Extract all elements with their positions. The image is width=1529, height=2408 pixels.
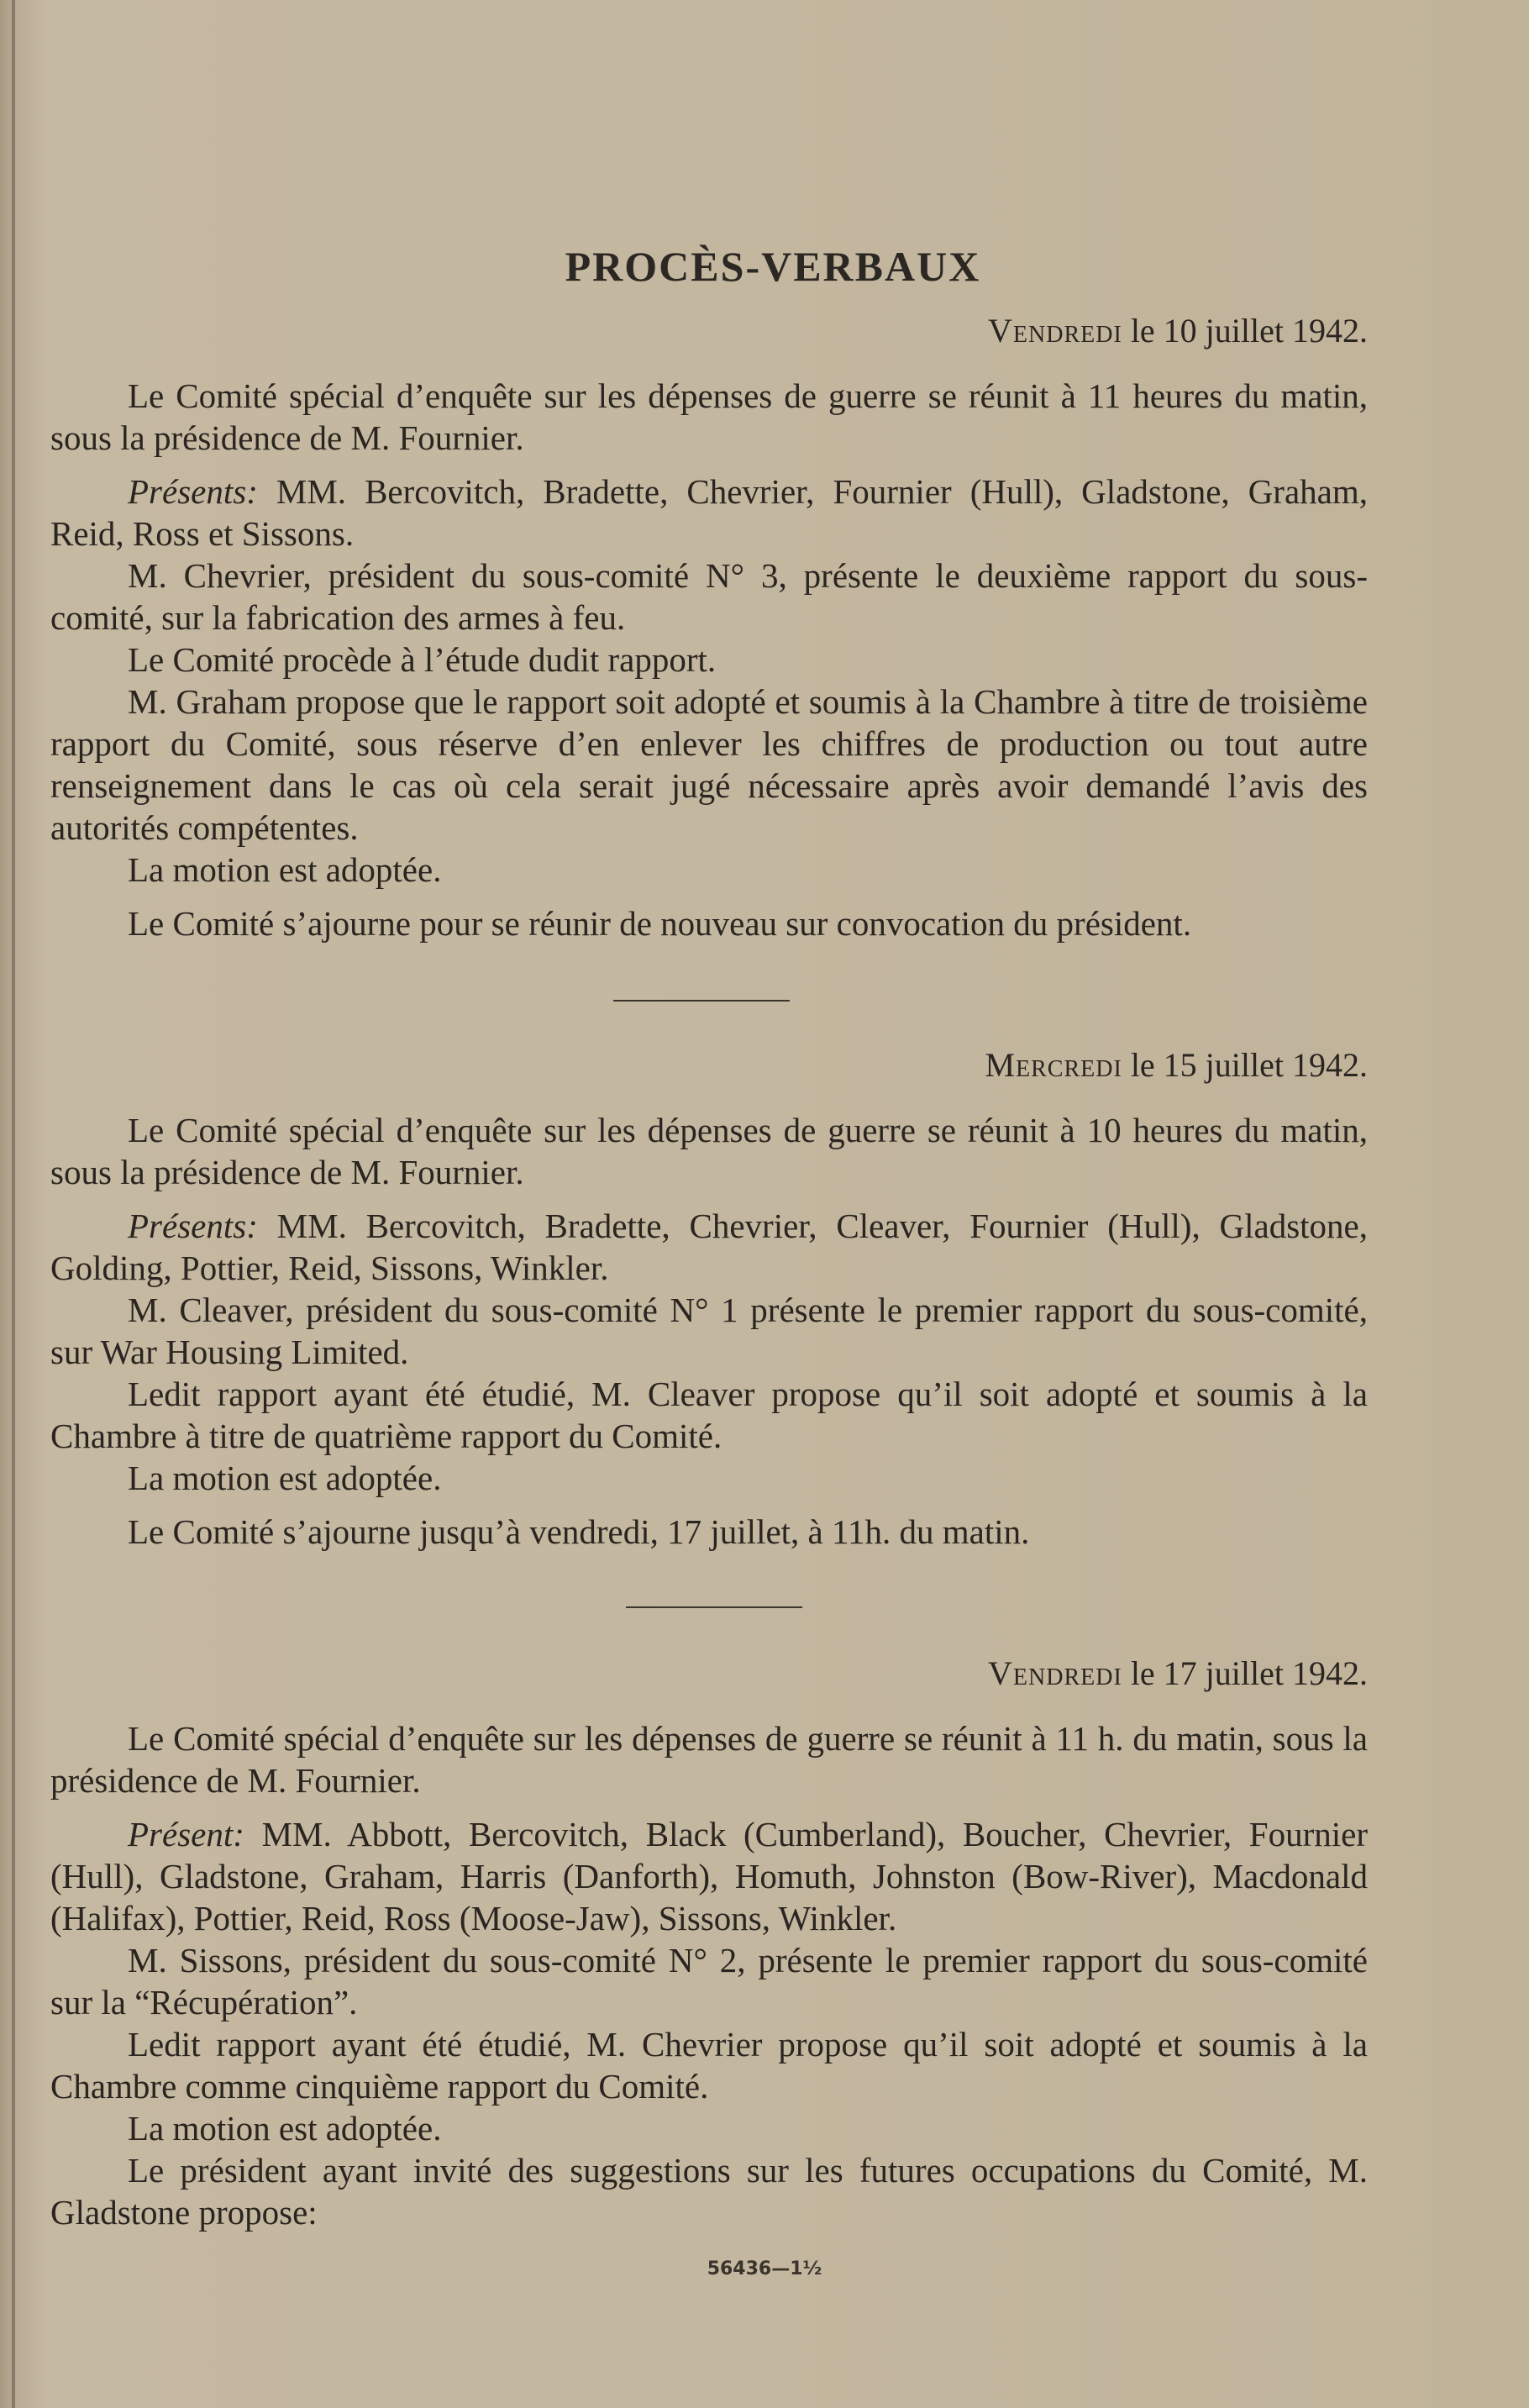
paragraph: Le Comité s’ajourne pour se réunir de nouveau sur convocation du président. <box>128 904 1192 943</box>
page-footer-code: 56436—1½ <box>707 2258 822 2279</box>
attendance-list: MM. Bercovitch, Bradette, Chevrier, Cleaver, Fournier (Hull), Gladstone, Golding, Pottier, Reid, Sissons, Winkler. <box>50 1207 1368 1287</box>
date-day: Vendredi <box>988 1654 1122 1692</box>
section-divider <box>626 1606 802 1608</box>
paragraph: La motion est adoptée. <box>128 1459 442 1497</box>
date-text: le 10 juillet 1942. <box>1122 312 1368 350</box>
paragraph: Le Comité spécial d’enquête sur les dépenses de guerre se réunit à 10 heures du matin, sous la présidence de M. Fournier. <box>50 1111 1368 1191</box>
minutes-section-3 <box>50 1652 1368 2233</box>
attendance-label: Présents: <box>128 1207 258 1245</box>
date-day: Vendredi <box>988 312 1122 350</box>
date-day: Mercredi <box>985 1046 1122 1084</box>
binding-edge <box>12 0 15 2408</box>
paragraph: Le Comité spécial d’enquête sur les dépenses de guerre se réunit à 11 heures du matin, sous la présidence de M. Fournier. <box>50 376 1368 457</box>
paragraph: Le Comité s’ajourne jusqu’à vendredi, 17 juillet, à 11h. du matin. <box>128 1512 1030 1551</box>
paragraph: M. Graham propose que le rapport soit adopté et soumis à la Chambre à titre de troisième rapport du Comité, sous réserve d’en enlever les chiffres de production ou tout autre renseignement dans le cas où cela serait jugé nécessaire après avoir demandé l’avis des autorités compétentes. <box>50 682 1368 847</box>
paragraph: M. Cleaver, président du sous-comité N° 1 présente le premier rapport du sous-comité, sur War Housing Limited. <box>50 1291 1368 1371</box>
attendance-paragraph <box>50 1813 1368 1939</box>
section-date <box>50 1652 1368 1696</box>
paragraph: M. Sissons, président du sous-comité N° 2, présente le premier rapport du sous-comité sur la “Récupération”. <box>50 1941 1368 2022</box>
section-date <box>50 1044 1368 1087</box>
paragraph: Ledit rapport ayant été étudié, M. Cleaver propose qu’il soit adopté et soumis à la Chambre à titre de quatrième rapport du Comité. <box>50 1375 1368 1455</box>
attendance-paragraph <box>50 1205 1368 1289</box>
minutes-section-1 <box>50 309 1368 944</box>
attendance-label: Présent: <box>128 1815 244 1853</box>
paragraph: Ledit rapport ayant été étudié, M. Chevrier propose qu’il soit adopté et soumis à la Chambre comme cinquième rapport du Comité. <box>50 2025 1368 2106</box>
attendance-paragraph <box>50 471 1368 555</box>
attendance-label: Présents: <box>128 472 258 511</box>
paragraph: La motion est adoptée. <box>128 850 442 889</box>
date-text: le 15 juillet 1942. <box>1122 1046 1368 1084</box>
date-text: le 17 juillet 1942. <box>1122 1654 1368 1692</box>
page-title: PROCÈS-VERBAUX <box>565 243 981 290</box>
attendance-list: MM. Bercovitch, Bradette, Chevrier, Fournier (Hull), Gladstone, Graham, Reid, Ross et Sissons. <box>50 472 1368 553</box>
attendance-list: MM. Abbott, Bercovitch, Black (Cumberland), Boucher, Chevrier, Fournier (Hull), Gladstone, Graham, Harris (Danforth), Homuth, Johnston (Bow-River), Macdonald (Halifax), Pottier, Reid, Ross (Moose-Jaw), Sissons, Winkler. <box>50 1815 1368 1937</box>
section-date <box>50 309 1368 353</box>
minutes-section-2 <box>50 1044 1368 1553</box>
paragraph: Le Comité procède à l’étude dudit rapport. <box>128 640 717 679</box>
section-divider <box>613 1000 790 1002</box>
paragraph: Le Comité spécial d’enquête sur les dépenses de guerre se réunit à 11 h. du matin, sous la présidence de M. Fournier. <box>50 1719 1368 1800</box>
paragraph: La motion est adoptée. <box>128 2109 442 2148</box>
paragraph: Le président ayant invité des suggestions sur les futures occupations du Comité, M. Gladstone propose: <box>50 2151 1368 2232</box>
paragraph: M. Chevrier, président du sous-comité N° 3, présente le deuxième rapport du sous-comité, sur la fabrication des armes à feu. <box>50 556 1368 637</box>
